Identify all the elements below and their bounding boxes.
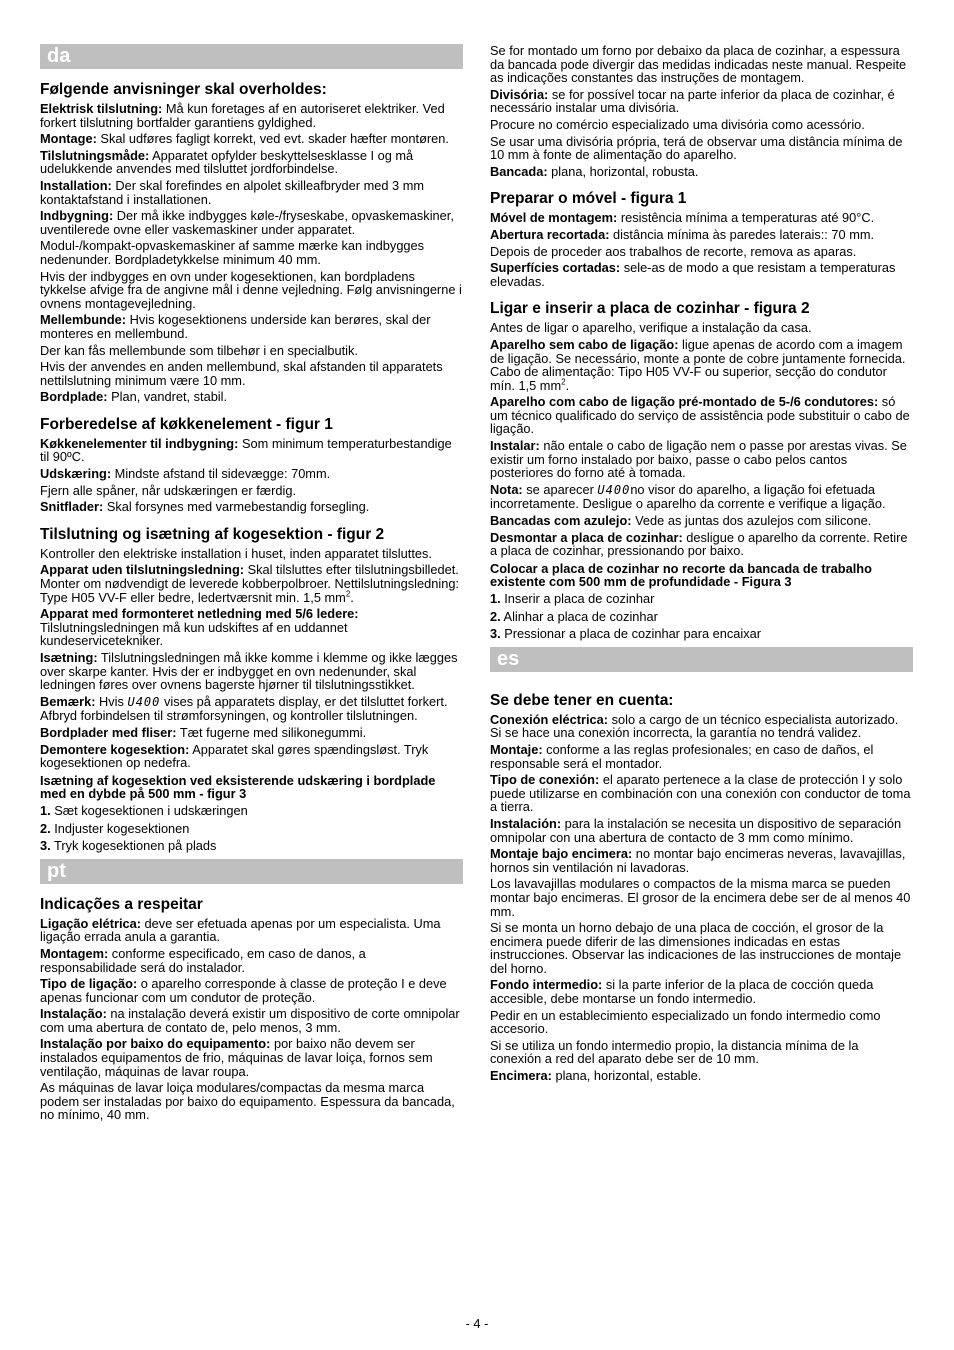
paragraph: Encimera: plana, horizontal, estable.	[490, 1068, 702, 1084]
steps-list	[40, 804, 463, 853]
paragraph: Fjern alle spåner, når udskæringen er færdig.	[40, 482, 297, 498]
paragraph: Superfícies cortadas: sele-as de modo a que resistam a temperaturas elevadas.	[490, 260, 896, 289]
section-heading: Ligar e inserir a placa de cozinhar - figura 2	[490, 300, 810, 318]
page-number: - 4 -	[465, 1316, 489, 1331]
paragraph: Si se utiliza un fondo intermedio propio, la distancia mínima de la conexión a red del aparato debe ser de 10 mm.	[490, 1037, 859, 1067]
language-header-da	[40, 44, 463, 69]
paragraph: Antes de ligar o aparelho, verifique a instalação da casa.	[490, 320, 812, 336]
paragraph: Bordplade: Plan, vandret, stabil.	[40, 389, 228, 405]
list-item: 3. Pressionar a placa de cozinhar para encaixar	[490, 626, 762, 642]
paragraph: Ligação elétrica: deve ser efetuada apenas por um especialista. Uma ligação errada anula a garantia.	[40, 915, 441, 945]
paragraph: Nota: se aparecer U400no visor do aparelho, a ligação foi efetuada incorretamente. Desligue o aparelho da corrente e verifique a ligação.	[490, 481, 886, 512]
paragraph: Elektrisk tilslutning: Må kun foretages af en autoriseret elektriker. Ved forkert tilslutning bortfalder garantiens gyldighed.	[40, 101, 445, 130]
paragraph: Bemærk: Hvis U400 vises på apparatets display, er det tilsluttet forkert. Afbryd forbindelsen til strømforsyningen, og kontroller tilslutningen.	[40, 693, 448, 724]
steps-list	[490, 592, 913, 641]
paragraph: Hvis der anvendes en anden mellembund, skal afstanden til apparatets nettilslutning minimum være 10 mm.	[40, 359, 443, 388]
list-item: 1. Inserir a placa de cozinhar	[490, 591, 655, 606]
paragraph: Udskæring: Mindste afstand til sidevægge: 70mm.	[40, 466, 331, 482]
list-item: 1. Sæt kogesektionen i udskæringen	[40, 802, 248, 818]
section-heading: Følgende anvisninger skal overholdes:	[40, 81, 327, 98]
language-code: pt	[47, 859, 66, 882]
language-code: da	[47, 45, 71, 67]
paragraph: Se usar uma divisória própria, terá de observar uma distância mínima de 10 mm à fonte de alimentação do aparelho.	[490, 133, 903, 163]
paragraph: Installation: Der skal forefindes en alpolet skilleafbryder med 3 mm kontaktafstand i installationen.	[40, 177, 425, 207]
right-column	[490, 44, 913, 1086]
paragraph: Abertura recortada: distância mínima às paredes laterais:: 70 mm.	[490, 226, 875, 242]
paragraph: Tipo de ligação: o aparelho corresponde à classe de proteção I e deve apenas funcionar com um condutor de proteção.	[40, 976, 447, 1005]
list-item: 3. Tryk kogesektionen på plads	[40, 838, 217, 854]
paragraph: Bancadas com azulejo: Vede as juntas dos azulejos com silicone.	[490, 513, 872, 529]
paragraph: Apparat uden tilslutningsledning: Skal tilsluttes efter tilslutningsbilledet. Monter om nødvendigt de leverede kobberpolbroer. Nettilslutningsledning: Type H05 VV-F eller bedre, ledertværsnit min. 1,5 $mm^2$.	[40, 562, 459, 605]
section-heading: Preparar o móvel - figura 1	[490, 190, 687, 208]
paragraph: Der kan fås mellembunde som tilbehør i en specialbutik.	[40, 342, 358, 358]
paragraph: Conexión eléctrica: solo a cargo de un técnico especialista autorizado. Si se hace una conexión incorrecta, la garantía no tendrá validez.	[490, 711, 899, 741]
paragraph: Aparelho com cabo de ligação pré-montado de 5-/6 condutores: só um técnico qualificado do serviço de assistência pode substituir o cabo de ligação.	[490, 394, 910, 437]
paragraph: Modul-/kompakt-opvaskemaskiner af samme mærke kan indbygges nedenunder. Bordpladetykkelse minimum 40 mm.	[40, 238, 425, 267]
paragraph: Bancada: plana, horizontal, robusta.	[490, 163, 699, 179]
paragraph: Si se monta un horno debajo de una placa de cocción, el grosor de la encimera puede diferir de las dimensiones indicadas en estas instrucciones. Observar las indicaciones de las instrucciones de montaje del horno.	[490, 920, 902, 976]
paragraph: Tipo de conexión: el aparato pertenece a la clase de protección I y solo puede utilizarse en combinación con una conexión con conductor de toma a tierra.	[490, 772, 911, 815]
section-heading: Forberedelse af køkkenelement - figur 1	[40, 415, 333, 433]
section-heading: Indicações a respeitar	[40, 895, 203, 913]
list-item: 2. Alinhar a placa de cozinhar	[490, 608, 658, 624]
paragraph: Bordplader med fliser: Tæt fugerne med silikonegummi.	[40, 724, 367, 740]
paragraph: Depois de proceder aos trabalhos de recorte, remova as aparas.	[490, 243, 857, 259]
paragraph: Desmontar a placa de cozinhar: desligue o aparelho da corrente. Retire a placa de cozinhar, pressionando por baixo.	[490, 529, 908, 559]
language-code: es	[497, 647, 520, 670]
paragraph: Fondo intermedio: si la parte inferior de la placa de cocción queda accesible, debe montarse un fondo intermedio.	[490, 977, 874, 1007]
display-code: U400	[597, 482, 631, 497]
paragraph: Montage: Skal udføres fagligt korrekt, ved evt. skader hæfter montøren.	[40, 131, 449, 147]
language-header-es	[490, 647, 913, 672]
left-column	[40, 44, 463, 1125]
paragraph: Se for montado um forno por debaixo da placa de cozinhar, a espessura da bancada pode divergir das medidas indicadas neste manual. Respeite as indicações constantes das instruções de montagem.	[490, 43, 907, 86]
paragraph: Colocar a placa de cozinhar no recorte da bancada de trabalho existente com 500 mm de profundidade - Figura 3	[490, 560, 872, 590]
paragraph: Divisória: se for possível tocar na parte inferior da placa de cozinhar, é necessário instalar uma divisória.	[490, 86, 895, 116]
paragraph: Montaje: conforme a las reglas profesionales; en caso de daños, el responsable será el montador.	[490, 741, 874, 771]
list-item: 2. Indjuster kogesektionen	[40, 820, 190, 836]
paragraph: Instalação por baixo do equipamento: por baixo não devem ser instalados equipamentos de frio, máquinas de lavar loiça, fornos sem ventilação, máquinas de lavar roupa.	[40, 1036, 433, 1079]
paragraph: Instalación: para la instalación se necesita un dispositivo de separación omnipolar con una abertura de contacto de 3 mm como mínimo.	[490, 815, 902, 845]
paragraph: Montaje bajo encimera: no montar bajo encimeras neveras, lavavajillas, hornos sin ventilación ni lavadoras.	[490, 846, 906, 875]
paragraph: Tilslutningsmåde: Apparatet opfylder beskyttelsesklasse I og må udelukkende anvendes med tilsluttet jordforbindelse.	[40, 147, 414, 177]
language-header-pt	[40, 859, 463, 884]
display-code: U400	[127, 694, 161, 709]
paragraph: Mellembunde: Hvis kogesektionens underside kan berøres, skal der monteres en mellembund.	[40, 312, 431, 341]
paragraph: Isætning: Tilslutningsledningen må ikke komme i klemme og ikke lægges over skarpe kanter. Hvis der er indbygget en ovn nedenunder, skal ledningen føres over ovnens bagerste hjørner til tilslutningsstikket.	[40, 650, 458, 693]
paragraph: Móvel de montagem: resistência mínima a temperaturas até 90°C.	[490, 210, 875, 226]
paragraph: Procure no comércio especializado uma divisória como acessório.	[490, 116, 865, 132]
section-heading: Se debe tener en cuenta:	[490, 691, 674, 709]
paragraph: Isætning af kogesektion ved eksisterende udskæring i bordplade med en dybde på 500 mm - figur 3	[40, 772, 436, 802]
paragraph: Los lavavajillas modulares o compactos de la misma marca se pueden montar bajo encimeras. El grosor de la encimera debe ser de al menos 40 mm.	[490, 876, 911, 919]
paragraph: Demontere kogesektion: Apparatet skal gøres spændingsløst. Tryk kogesektionen op nedefra.	[40, 741, 429, 771]
section-heading: Tilslutning og isætning af kogesektion - figur 2	[40, 525, 385, 543]
paragraph: Kontroller den elektriske installation i huset, inden apparatet tilsluttes.	[40, 545, 432, 561]
paragraph: As máquinas de lavar loiça modulares/compactas da mesma marca podem ser instaladas por baixo do equipamento. Espessura da bancada, no mínimo, 40 mm.	[40, 1080, 455, 1123]
paragraph: Snitflader: Skal forsynes med varmebestandig forsegling.	[40, 499, 370, 515]
paragraph: Instalar: não entale o cabo de ligação nem o passe por arestas vivas. Se existir um forno instalado por baixo, passe o cabo pelos cantos posteriores do forno até à tomada.	[490, 438, 907, 481]
paragraph: Instalação: na instalação deverá existir um dispositivo de corte omnipolar com uma abertura de contato de, pelo menos, 3 mm.	[40, 1006, 460, 1035]
paragraph: Montagem: conforme especificado, em caso de danos, a responsabilidade será do instalador.	[40, 945, 366, 975]
paragraph: Aparelho sem cabo de ligação: ligue apenas de acordo com a imagem de ligação. Se necessário, monte a ponte de cobre juntamente fornecida. Cabo de alimentação: Tipo H05 VV-F ou superior, secção do condutor mín. 1,5 $mm^2$.	[490, 336, 906, 393]
paragraph: Apparat med formonteret netledning med 5/6 ledere: Tilslutningsledningen må kun udskiftes af en uddannet kundeservicetekniker.	[40, 606, 359, 649]
paragraph: Indbygning: Der må ikke indbygges køle-/fryseskabe, opvaskemaskiner, uventilerede ovne eller vaskemaskiner under apparatet.	[40, 208, 454, 237]
paragraph: Køkkenelementer til indbygning: Som minimum temperaturbestandige til 90ºC.	[40, 435, 452, 465]
paragraph: Hvis der indbygges en ovn under kogesektionen, kan bordpladens tykkelse afvige fra de angivne mål i denne vejledning. Følg anvisningerne i ovnens montagevejledning.	[40, 268, 462, 311]
paragraph: Pedir en un establecimiento especializado un fondo intermedio como accesorio.	[490, 1007, 881, 1037]
